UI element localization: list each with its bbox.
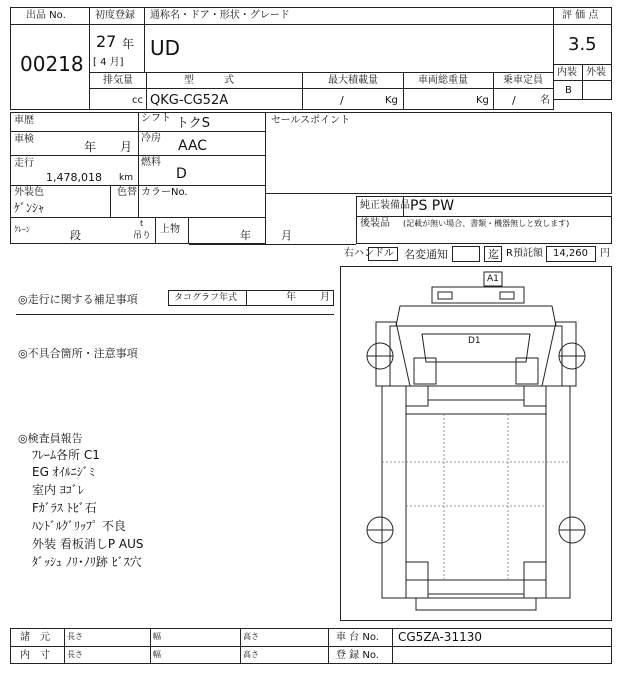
lot-number: 00218 (20, 52, 84, 76)
first-reg-label: 初度登録 (95, 10, 135, 21)
crane-stage-unit: 段 (70, 229, 81, 242)
chassis-number: CG5ZA-31130 (398, 630, 482, 644)
lot-label: 出品 No. (26, 10, 66, 21)
shift-value: トクS (176, 116, 210, 131)
mileage-label: 走行 (14, 158, 34, 169)
reg-year: 27 (96, 32, 117, 51)
aftermarket-note: (記載が無い場合、書類・機器無しと致します) (403, 219, 570, 228)
tax-label: 迄 (488, 248, 499, 261)
defects-label: ◎不具合箇所・注意事項 (18, 347, 138, 360)
crane-label: ｸﾚｰﾝ (14, 225, 30, 234)
sales-point-label: セールスポイント (271, 115, 351, 126)
deck-year-unit: 年 (240, 229, 251, 242)
interior-label: 内装 (557, 67, 577, 78)
aftermarket-label: 後装品 (360, 218, 390, 229)
mark-a1: A1 (487, 274, 499, 284)
reg-month: [ 4 月] (93, 57, 124, 68)
inspector-note: ﾊﾝﾄﾞﾙｸﾞﾘｯﾌﾟ 不良 (32, 519, 126, 533)
model-code: QKG-CG52A (150, 93, 229, 108)
gross-kg-unit: Kg (476, 95, 489, 106)
capacity-unit: 名 (540, 95, 550, 106)
color-code-label: カラーNo. (141, 187, 188, 198)
inspector-note: ﾌﾚｰﾑ各所 C1 (32, 448, 100, 462)
inspector-note: 室内 ﾖｺﾞﾚ (32, 483, 84, 497)
load-kg-unit: Kg (385, 95, 398, 106)
recycle-amount: 14,260 (553, 248, 588, 259)
tacho-month-unit: 月 (320, 292, 330, 303)
deck-label: 上物 (160, 224, 180, 235)
tacho-label: タコグラフ年式 (174, 293, 238, 303)
length-label: 長さ (67, 650, 83, 659)
inspection-label: 車検 (14, 134, 34, 145)
mark-d1: D1 (468, 336, 481, 346)
reg-year-unit: 年 (122, 37, 135, 51)
gross-weight-label: 車両総重量 (418, 75, 468, 86)
length-label: 長さ (67, 632, 83, 641)
height-label: 高さ (243, 650, 259, 659)
displacement-label: 排気量 (103, 75, 133, 86)
grade-label: 評 価 点 (562, 10, 599, 21)
crane-hook-unit: 吊り (133, 231, 152, 241)
recycle-label: R預託額 (506, 248, 543, 259)
inspector-note: ﾀﾞｯｼｭ ﾉﾘ･ﾉﾘ跡 ﾋﾞｽ穴 (32, 555, 142, 569)
grade-score: 3.5 (568, 34, 597, 55)
chassis-label: 車 台 No. (336, 632, 379, 643)
fuel-value: D (176, 166, 187, 182)
car-name: UD (150, 36, 181, 60)
name-change-label: 名変通知 (404, 248, 448, 261)
cc-unit: cc (132, 95, 143, 106)
fuel-label: 燃料 (141, 157, 161, 168)
model-label: 型 式 (184, 75, 234, 86)
inspector-note: EG ｵｲﾙﾆｼﾞﾐ (32, 465, 95, 479)
inspector-note: Fｶﾞﾗｽ ﾄﾋﾞ石 (32, 501, 97, 515)
height-label: 高さ (243, 632, 259, 641)
truck-diagram (340, 266, 612, 621)
exterior-label: 外装 (586, 67, 606, 78)
capacity-label: 乗車定員 (503, 75, 543, 86)
color-value: ｹﾞﾝｼｬ (14, 201, 45, 215)
specs-row-label: 諸 元 (20, 632, 50, 643)
ac-value: AAC (178, 138, 208, 154)
mileage-value: 1,478,018 (46, 171, 102, 184)
deck-month-unit: 月 (281, 229, 292, 242)
history-label: 車歴 (14, 115, 34, 126)
load-value: / (340, 94, 344, 107)
width-label: 幅 (153, 650, 161, 659)
inner-row-label: 内 寸 (20, 650, 50, 661)
name-change-box (452, 246, 480, 262)
yen-unit: 円 (600, 248, 610, 259)
tacho-year-unit: 年 (286, 292, 296, 303)
inspection-year-unit: 年 (84, 140, 97, 154)
width-label: 幅 (153, 632, 161, 641)
shift-label: シフト (141, 113, 171, 124)
car-name-label: 通称名・ドア・形状・グレード (150, 10, 290, 21)
reg-no-label: 登 録 No. (336, 650, 379, 661)
inspector-note: 外装 看板消しP AUS (32, 537, 144, 551)
mileage-unit: km (119, 173, 133, 183)
inspector-label: ◎検査員報告 (18, 432, 83, 445)
inspection-month-unit: 月 (120, 140, 133, 154)
steering-value: 右ハンドル (344, 248, 394, 259)
color-label: 外装色 (14, 187, 44, 198)
equipment-label: 純正装備品 (360, 200, 410, 211)
running-remarks-label: ◎走行に関する補足事項 (18, 293, 138, 306)
capacity-value: / (512, 94, 516, 107)
interior-grade: B (565, 85, 572, 96)
equipment-value: PS PW (410, 198, 455, 214)
crane-t-unit: t (140, 219, 144, 228)
ac-label: 冷房 (141, 133, 161, 144)
max-load-label: 最大積載量 (328, 75, 378, 86)
color-change-label: 色替 (117, 187, 137, 198)
